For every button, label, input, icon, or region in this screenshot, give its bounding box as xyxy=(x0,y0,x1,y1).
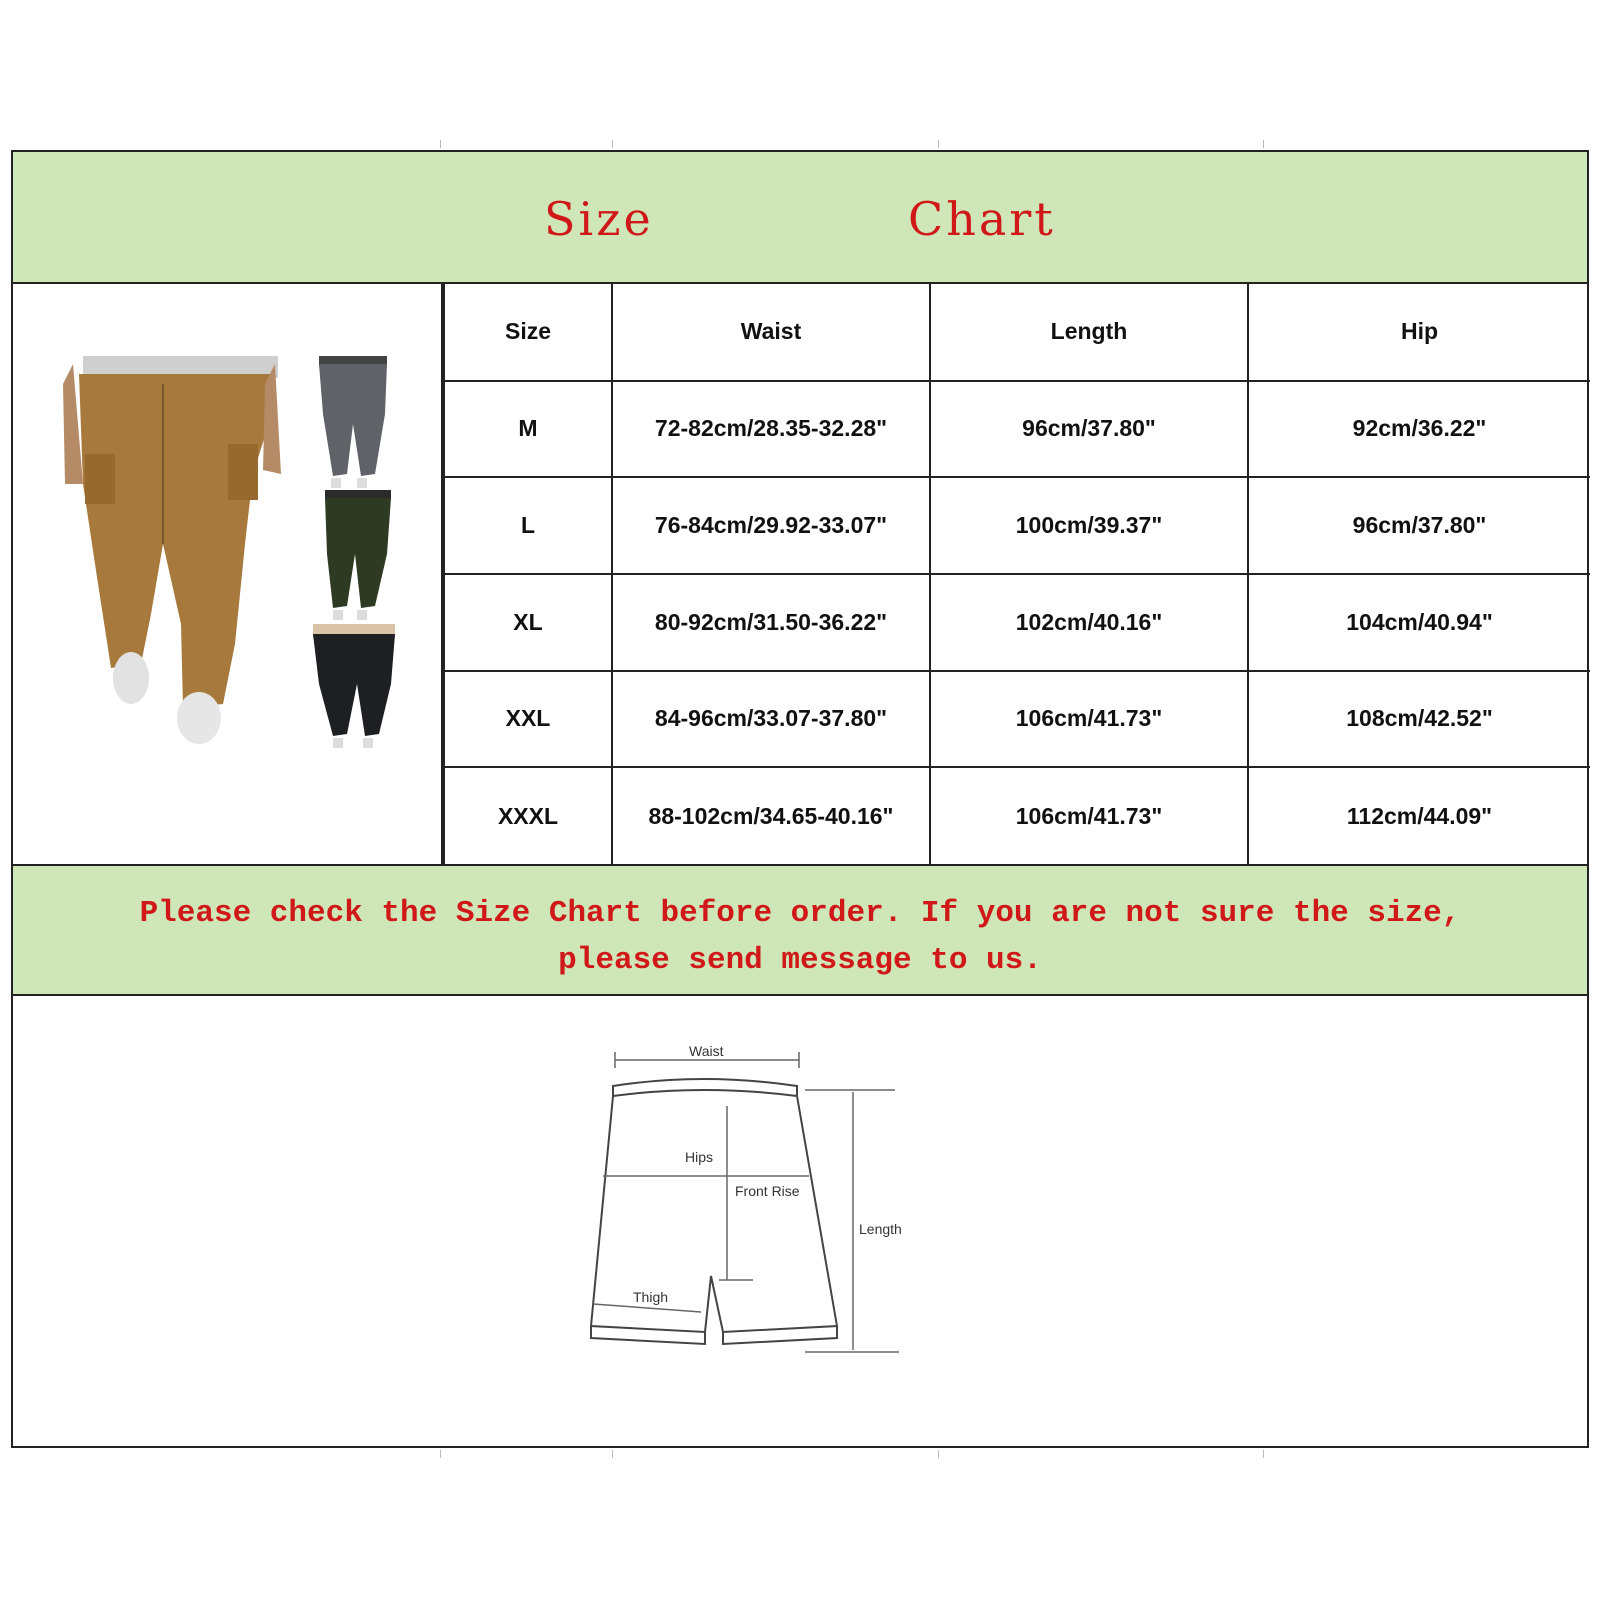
table-header-row xyxy=(444,284,1590,381)
label-waist: Waist xyxy=(689,1043,724,1059)
edge-tick xyxy=(440,1450,441,1458)
table-cell: 108cm/42.52" xyxy=(1248,671,1590,768)
table-cell: 106cm/41.73" xyxy=(930,767,1248,864)
column-header: Size xyxy=(444,284,612,381)
column-header: Hip xyxy=(1248,284,1590,381)
table-row xyxy=(444,574,1590,671)
table-cell: 112cm/44.09" xyxy=(1248,767,1590,864)
edge-tick xyxy=(1263,140,1264,148)
table-cell: XXL xyxy=(444,671,612,768)
edge-tick xyxy=(612,140,613,148)
table-cell: 84-96cm/33.07-37.80" xyxy=(612,671,930,768)
table-cell: L xyxy=(444,477,612,574)
notice-line-1: Please check the Size Chart before order. If you are not sure the size, xyxy=(139,896,1461,931)
title-chart: Chart xyxy=(908,192,1056,246)
table-cell: 92cm/36.22" xyxy=(1248,381,1590,478)
table-cell: 96cm/37.80" xyxy=(1248,477,1590,574)
table-cell: 88-102cm/34.65-40.16" xyxy=(612,767,930,864)
column-header: Waist xyxy=(612,284,930,381)
table-cell: M xyxy=(444,381,612,478)
table-cell: 106cm/41.73" xyxy=(930,671,1248,768)
label-thigh: Thigh xyxy=(633,1289,669,1305)
grey-pants-image xyxy=(319,356,387,488)
notice-text xyxy=(13,890,1587,984)
column-header: Length xyxy=(930,284,1248,381)
table-cell: 76-84cm/29.92-33.07" xyxy=(612,477,930,574)
shorts-measurement-diagram xyxy=(583,1036,923,1356)
olive-pants-image xyxy=(325,490,391,620)
edge-tick xyxy=(938,140,939,148)
table-cell: 104cm/40.94" xyxy=(1248,574,1590,671)
title-band xyxy=(13,152,1587,284)
notice-band xyxy=(13,864,1587,996)
size-table xyxy=(443,284,1590,864)
pants-photos xyxy=(13,284,441,862)
edge-tick xyxy=(440,140,441,148)
table-row xyxy=(444,767,1590,864)
label-hips: Hips xyxy=(685,1149,714,1165)
shorts-outline xyxy=(591,1079,837,1344)
table-cell: 96cm/37.80" xyxy=(930,381,1248,478)
title-size: Size xyxy=(544,192,654,246)
table-row xyxy=(444,381,1590,478)
edge-tick xyxy=(1263,1450,1264,1458)
table-row xyxy=(444,671,1590,768)
product-photo-cell xyxy=(13,284,443,864)
label-front-rise: Front Rise xyxy=(735,1183,800,1199)
label-length: Length xyxy=(859,1221,902,1237)
measurement-diagram-cell xyxy=(13,996,1587,1446)
table-cell: XL xyxy=(444,574,612,671)
table-cell: 100cm/39.37" xyxy=(930,477,1248,574)
table-row xyxy=(444,477,1590,574)
table-cell: 102cm/40.16" xyxy=(930,574,1248,671)
khaki-pants-image xyxy=(63,356,281,744)
table-cell: 72-82cm/28.35-32.28" xyxy=(612,381,930,478)
measure-lines xyxy=(593,1052,899,1352)
size-chart-sheet xyxy=(11,150,1589,1448)
edge-tick xyxy=(612,1450,613,1458)
edge-tick xyxy=(938,1450,939,1458)
table-cell: 80-92cm/31.50-36.22" xyxy=(612,574,930,671)
table-cell: XXXL xyxy=(444,767,612,864)
black-pants-image xyxy=(313,624,395,748)
notice-line-2: please send message to us. xyxy=(558,943,1042,978)
